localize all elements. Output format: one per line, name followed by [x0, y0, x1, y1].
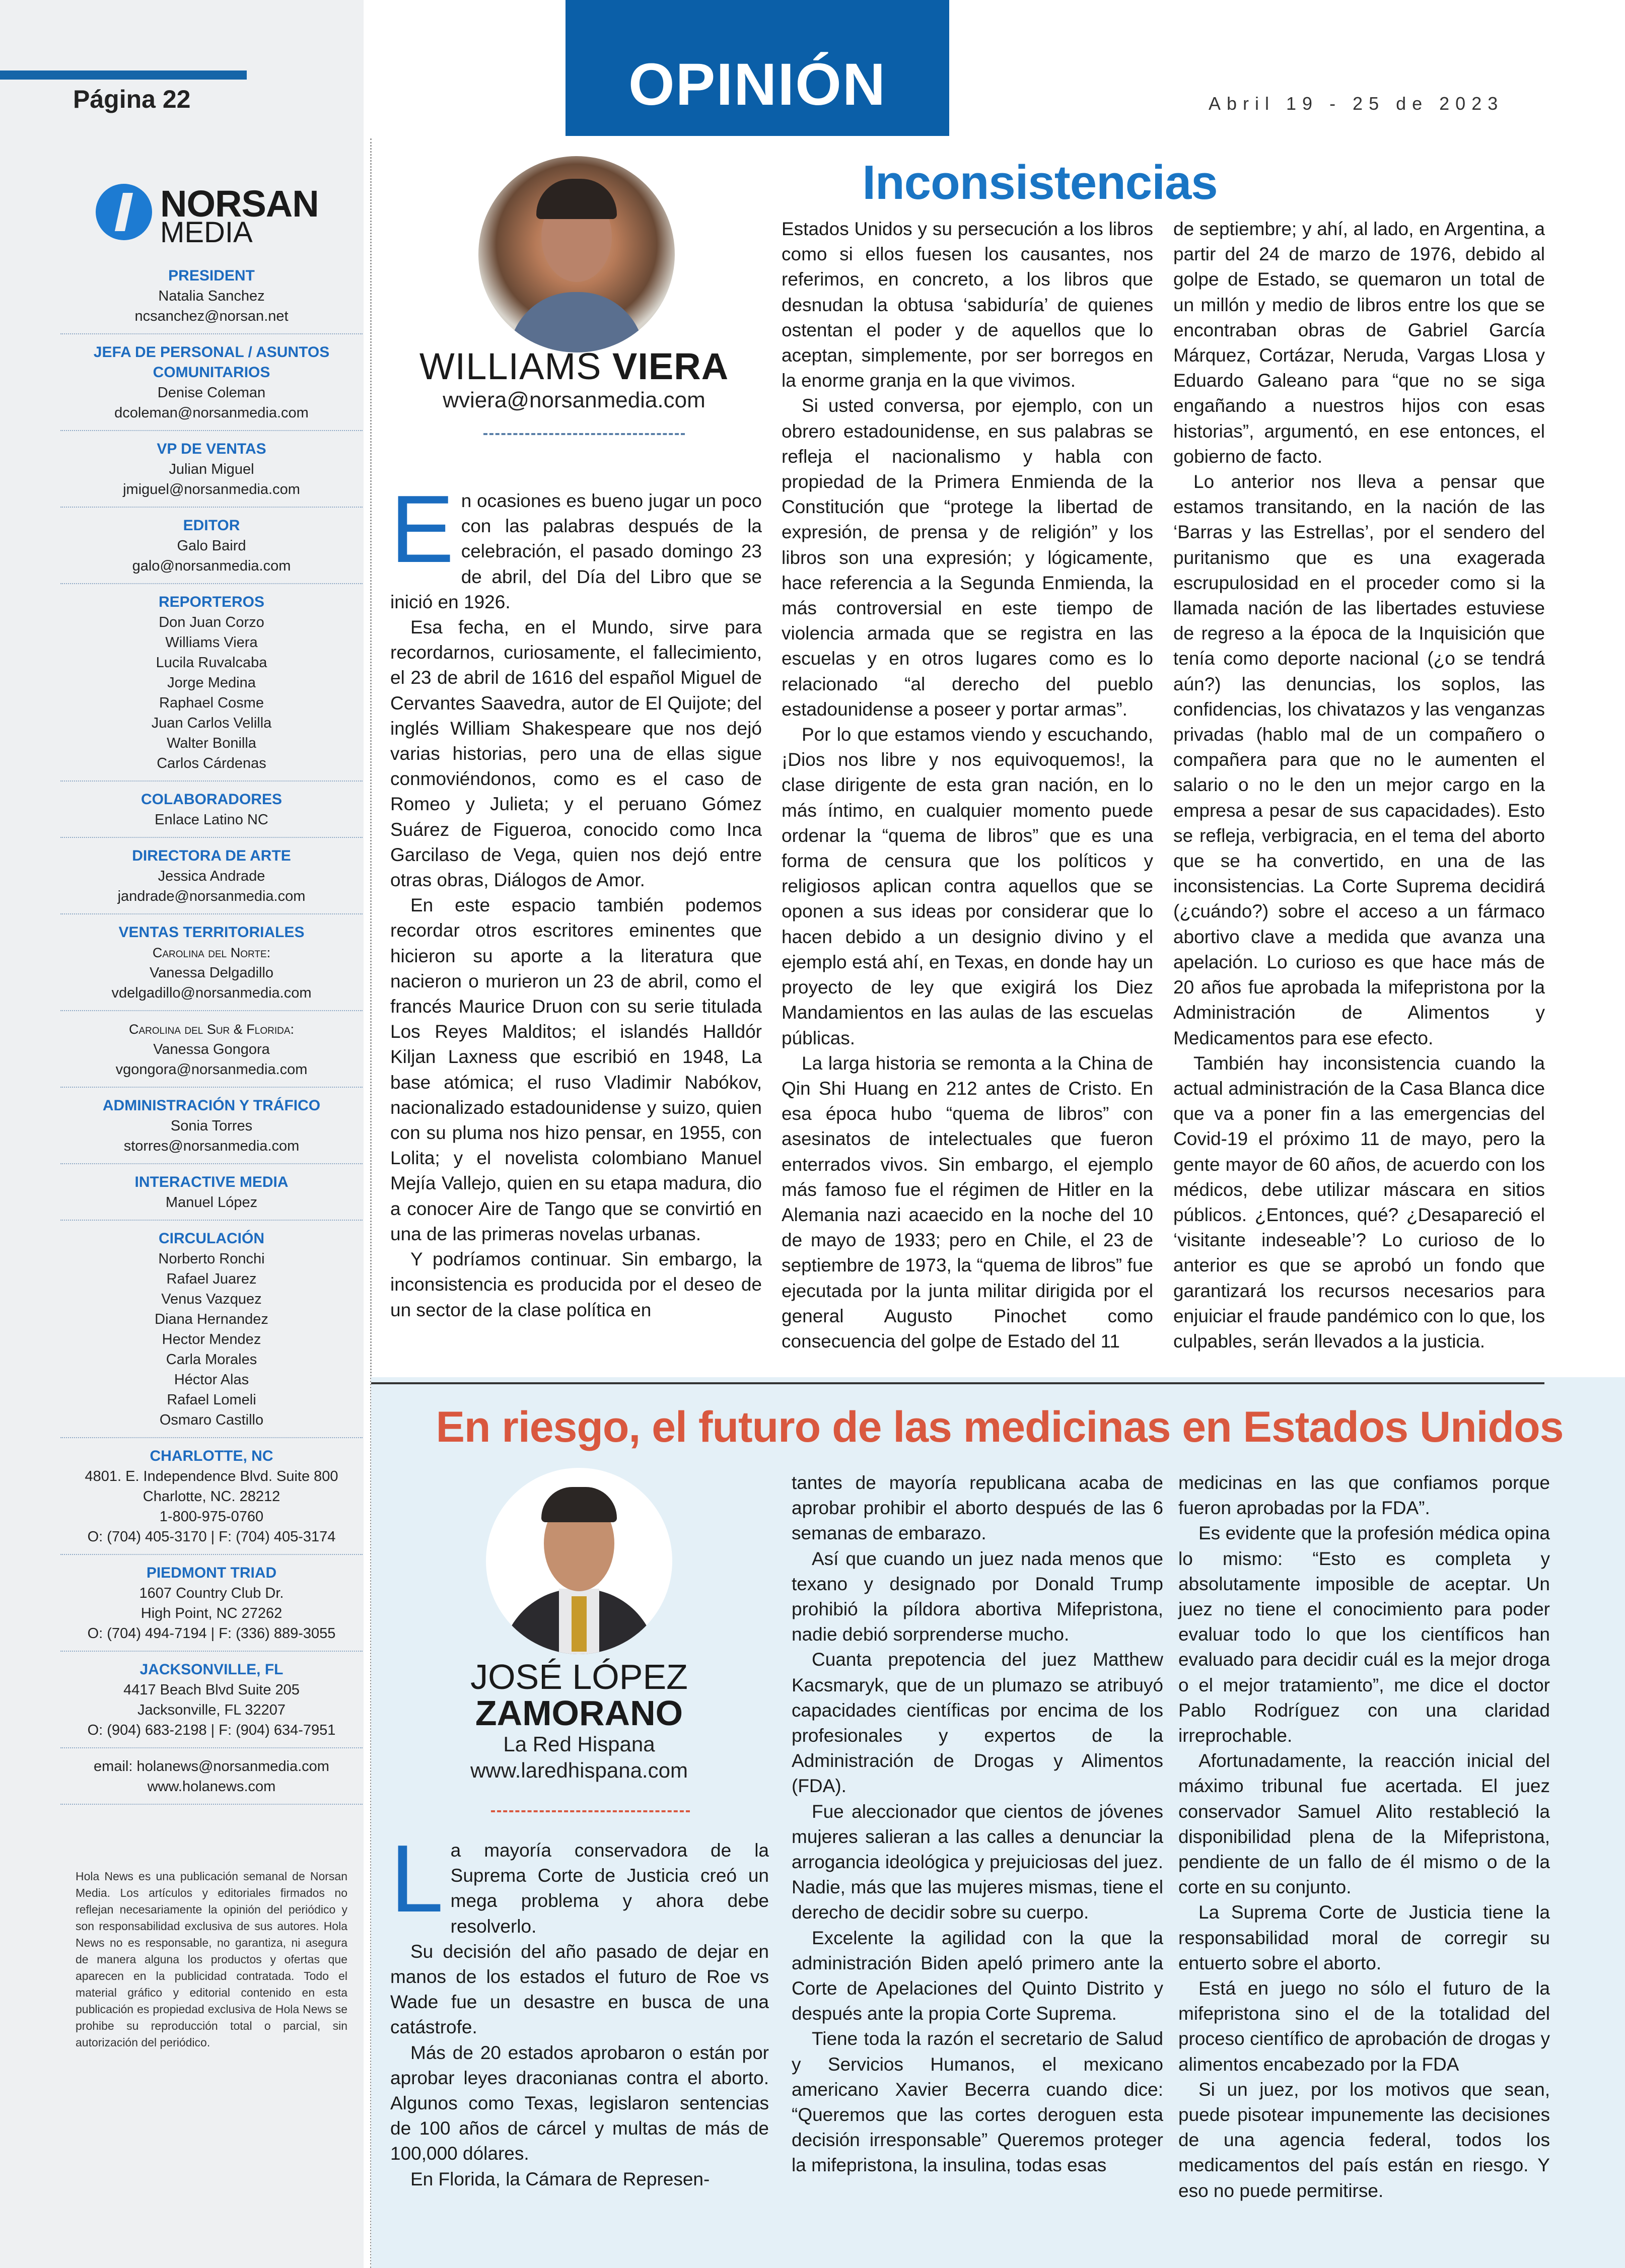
masthead-heading: REPORTEROS: [158, 594, 265, 610]
masthead-block: [60, 1093, 363, 1164]
masthead-line: jmiguel@norsanmedia.com: [123, 481, 300, 498]
masthead-block: [60, 919, 363, 1011]
byline-divider: [491, 1810, 690, 1812]
masthead-block: [60, 263, 363, 334]
masthead-block: [60, 1753, 363, 1805]
paragraph: Fue aleccionador que cientos de jóvenes mujeres salieran a las calles a denunciar la arrogancia ideológica y prejuiciosas del juez. Nadie, más que las mujeres mismas, tiene el derecho de decidir sobre su cuerpo.: [792, 1801, 1163, 1923]
author-website: www.laredhispana.com: [470, 1758, 688, 1782]
masthead-block: [60, 436, 363, 508]
masthead-line: Rafael Juarez: [166, 1271, 257, 1287]
masthead-heading: PIEDMONT TRIAD: [146, 1565, 277, 1581]
masthead-heading: EDITOR: [183, 517, 240, 534]
masthead-line: Julian Miguel: [169, 461, 254, 477]
masthead-line: Juan Carlos Velilla: [151, 715, 272, 731]
paragraph: Si usted conversa, por ejemplo, con un obrero estadounidense, en sus palabras se refleja el nacionalismo y habla con propiedad de la Primera Enmienda de la Constitución que “protege la libertad de expresión, de prensa y de religión” y los libros son una expresión; y lógicamente, hace referencia a la Segunda Enmienda, la más controversial en este tiempo de violencia armada que se registra en las escuelas y en otros lugares como es lo relacionado “al derecho del pueblo estadounidense a poseer y portar armas”.: [782, 395, 1153, 720]
masthead-heading: PRESIDENT: [168, 267, 255, 284]
norsan-logo-icon: [96, 184, 152, 240]
masthead-line: O: (704) 494-7194 | F: (336) 889-3055: [87, 1625, 336, 1642]
masthead-line: www.holanews.com: [147, 1779, 276, 1795]
masthead-heading: CIRCULACIÓN: [159, 1230, 264, 1247]
author-photo: [486, 1468, 672, 1654]
masthead-heading: VENTAS TERRITORIALES: [118, 924, 305, 941]
paragraph: Más de 20 estados aprobaron o están por aprobar leyes draconianas contra el aborto. Algunos como Texas, legislaron sentencias de 100 años de cárcel y multas de más de 100,000 dólares.: [390, 2042, 769, 2164]
paragraph: a mayoría conservadora de la Suprema Corte de Justicia creó un mega problema y ahora debe resolverlo.: [450, 1840, 769, 1937]
masthead-line: Jessica Andrade: [158, 868, 265, 884]
masthead-line: Natalia Sanchez: [158, 288, 265, 304]
paragraph: Lo anterior nos lleva a pensar que estamos transitando, en la nación de las ‘Barras y las Estrellas’, por el sendero del puritanismo que es una exagerada escrupulosidad en el proceder como si la llamada nación de las libertades estuviese de regreso a la época de la Inquisición que tenía como deporte nacional (¿o se tendrá aún?) las denuncias, los soplos, las confidencias, los chivatazos y las venganzas privadas (hablo mal de un compañero o compañera para que no le aumenten el salario o no le den un mejor cargo en la empresa a pesar de sus capacidades). Esto se refleja, verbigracia, en el tema del aborto que se ha convertido, en una de las inconsistencias. La Corte Suprema decidirá (¿cuándo?) sobre el acceso a un fármaco abortivo clave a medida que avanza una apelación. Lo curioso es que hace más de 20 años fue aprobada la mifepristona por la Administración de Alimentos y Medicamentos para ese efecto.: [1173, 471, 1545, 1048]
paragraph: Estados Unidos y su persecución a los libros como si ellos fuesen los causantes, nos referimos, en concreto, a los libros que desnudan la obtusa ‘sabiduría’ de quienes ostentan el poder y de aquellos que lo aceptan, simplemente, por ser borregos en la enorme granja en la que vivimos.: [782, 219, 1153, 391]
masthead-line: storres@norsanmedia.com: [123, 1138, 300, 1154]
masthead-heading: INTERACTIVE MEDIA: [134, 1174, 289, 1190]
paragraph: La Suprema Corte de Justicia tiene la responsabilidad moral de corregir su entuerto sobre el aborto.: [1178, 1902, 1550, 1973]
masthead-line: O: (904) 683-2198 | F: (904) 634-7951: [87, 1722, 336, 1738]
masthead-line: email: holanews@norsanmedia.com: [94, 1758, 329, 1775]
masthead-line: Jorge Medina: [167, 675, 256, 691]
masthead-heading: VP DE VENTAS: [157, 441, 266, 457]
paragraph: de septiembre; y ahí, al lado, en Argentina, a partir del 24 de marzo de 1976, debido al golpe de Estado, se quemaron un total de un millón y medio de libros entre los que se encontraban obras de Gabriel García Márquez, Cortázar, Neruda, Vargas Llosa y Eduardo Galeano para “que no se siga engañando a nuestros hijos con esas historias”, argumentó, en ese entonces, el gobierno de facto.: [1173, 219, 1545, 467]
article-title: Inconsistencias: [862, 156, 1218, 209]
paragraph: Así que cuando un juez nada menos que texano y designado por Donald Trump prohibió la píldora abortiva Mifepristona, nadie debió sorprenderse mucho.: [792, 1548, 1163, 1645]
masthead-line: Vanessa Delgadillo: [149, 965, 274, 981]
masthead-line: vgongora@norsanmedia.com: [115, 1061, 308, 1078]
masthead-line: Hector Mendez: [162, 1331, 261, 1348]
paragraph: tantes de mayoría republicana acaba de aprobar prohibir el aborto después de las 6 semanas de embarazo.: [792, 1472, 1163, 1544]
paragraph: Está en juego no sólo el futuro de la mifepristona sino el de la totalidad del proceso científico de aprobación de drogas y alimentos encabezado por la FDA: [1178, 1978, 1550, 2075]
masthead-heading: CHARLOTTE, NC: [150, 1448, 273, 1464]
masthead-block: [60, 1560, 363, 1652]
author-last-name: VIERA: [612, 345, 729, 387]
masthead-block: [60, 589, 363, 782]
masthead-heading: DIRECTORA DE ARTE: [132, 847, 291, 864]
drop-cap: L: [390, 1825, 444, 1932]
paragraph: Afortunadamente, la reacción inicial del máximo tribunal fue acertada. El juez conservador Samuel Alito restableció la disponibilidad plena de la Mifepristona, pendiente de un fallo de él mismo o de la corte en su conjunto.: [1178, 1750, 1550, 1898]
paragraph: En Florida, la Cámara de Represen-: [410, 2168, 710, 2189]
masthead-line: Rafael Lomeli: [167, 1392, 256, 1408]
paragraph: También hay inconsistencia cuando la actual administración de la Casa Blanca dice que va a poner fin a las emergencias del Covid-19 el próximo 11 de mayo, pero la gente mayor de 60 años, de acuerdo con los médicos, debe utilizar máscara en sitios públicos. ¿Entonces, qué? ¿Desapareció el ‘visitante indeseable’? Lo curioso de lo anterior es que se aprobó un fondo que garantizará los recursos necesarios para enjuiciar el fraude pandémico con lo que, los culpables, serán llevados a la justicia.: [1173, 1052, 1545, 1352]
issue-date: Abril 19 - 25 de 2023: [1209, 93, 1504, 114]
byline-divider: [483, 433, 685, 435]
masthead-line: Venus Vazquez: [161, 1291, 262, 1307]
masthead-block: [60, 1169, 363, 1221]
author-organization: La Red Hispana: [503, 1732, 655, 1756]
masthead-block: [60, 1016, 363, 1088]
article-column-1: [390, 1825, 769, 2251]
masthead-line: galo@norsanmedia.com: [132, 558, 291, 574]
masthead-line: High Point, NC 27262: [140, 1605, 282, 1621]
masthead-line: Walter Bonilla: [167, 735, 256, 751]
drop-cap: E: [390, 476, 454, 583]
masthead-line: Galo Baird: [177, 538, 246, 554]
paragraph: Es evidente que la profesión médica opina lo mismo: “Esto es completa y absolutamente imposible de aceptar. Un juez no tiene el conocimiento para poder evaluar todo lo que los científicos han evaluado para decidir cuál es la mejor droga o el mejor tratamiento”, me dice el doctor Pablo Rodríguez con una claridad irreprochable.: [1178, 1523, 1550, 1746]
article-column-3: [1178, 1470, 1550, 2256]
masthead-line: Norberto Ronchi: [158, 1251, 265, 1267]
masthead-line: Héctor Alas: [174, 1372, 249, 1388]
masthead-line: Don Juan Corzo: [159, 614, 264, 630]
author-photo: [478, 156, 675, 352]
paragraph: medicinas en las que confiamos porque fueron aprobadas por la FDA”.: [1178, 1472, 1550, 1519]
masthead-heading: ADMINISTRACIÓN Y TRÁFICO: [102, 1097, 321, 1114]
masthead-line: 4417 Beach Blvd Suite 205: [123, 1682, 300, 1698]
author-email: wviera@norsanmedia.com: [443, 388, 705, 412]
section-title: OPINIÓN: [628, 51, 887, 118]
masthead-line: Osmaro Castillo: [159, 1412, 264, 1428]
masthead-line: Lucila Ruvalcaba: [156, 655, 267, 671]
masthead-block: [60, 1657, 363, 1748]
paragraph: Por lo que estamos viendo y escuchando, ¡Dios nos libre y nos equivoquemos!, la clase dirigente de esta gran nación, en lo más íntimo, en cualquier momento puede ordenar la “quema de libros” que es una forma de censura que los políticos y religiosos aplican contra aquellos que se oponen a sus ideas por considerar que lo hacen debido a un designio divino y el ejemplo está ahí, en Texas, en donde hay un proyecto de ley que exigirá los Diez Mandamientos en las aulas de las escuelas públicas.: [782, 724, 1153, 1048]
author-name: [398, 345, 750, 388]
masthead-line: 4801. E. Independence Blvd. Suite 800: [85, 1468, 338, 1484]
paragraph: Esa fecha, en el Mundo, sirve para recordarnos, curiosamente, el fallecimiento, el 23 de abril de 1616 del español Miguel de Cervantes Saavedra, autor de El Quijote; del inglés William Shakespeare que nos dejó varias historias, pero una de ellas sigue conmoviéndonos, como es el caso de Romeo y Julieta; y el peruano Gómez Suárez de Figueroa, conocido como Inca Garcilaso de Vega, quien nos dejó entre otras obras, Diálogos de Amor.: [390, 617, 762, 891]
masthead-line: Jacksonville, FL 32207: [137, 1702, 286, 1718]
masthead-line: 1-800-975-0760: [159, 1509, 264, 1525]
paragraph: Y podríamos continuar. Sin embargo, la inconsistencia es producida por el deseo de un sector de la clase política en: [390, 1249, 762, 1320]
masthead-block: [60, 787, 363, 838]
masthead-subheading: Carolina del Norte:: [152, 945, 271, 960]
paragraph: Si un juez, por los motivos que sean, puede pisotear impunemente las decisiones de una agencia federal, todos los medicamentos del país están en riesgo. Y eso no puede permitirse.: [1178, 2079, 1550, 2201]
article-column-1: [390, 476, 762, 1355]
masthead-block: [60, 1226, 363, 1438]
paragraph: Tiene toda la razón el secretario de Salud y Servicios Humanos, el mexicano americano Xavier Becerra cuando dice: “Queremos que las cortes deroguen esta decisión irresponsable” Queremos proteger la mifepristona, la insulina, todas esas: [792, 2028, 1163, 2176]
masthead-line: Denise Coleman: [157, 385, 266, 401]
masthead-line: vdelgadillo@norsanmedia.com: [111, 985, 312, 1001]
masthead-heading: COLABORADORES: [140, 791, 282, 808]
masthead-line: Sonia Torres: [170, 1118, 253, 1134]
article-column-3: [1173, 217, 1545, 1360]
masthead-line: ncsanchez@norsan.net: [134, 308, 289, 324]
masthead-line: O: (704) 405-3170 | F: (704) 405-3174: [87, 1529, 336, 1545]
paragraph: Su decisión del año pasado de dejar en manos de los estados el futuro de Roe vs Wade fue un desastre en busca de una catástrofe.: [390, 1941, 769, 2038]
paragraph: Cuanta prepotencia del juez Matthew Kacsmaryk, que de un plumazo se atribuyó capacidades científicas por encima de los profesionales y expertos de la Administración de Drogas y Alimentos (FDA).: [792, 1649, 1163, 1797]
masthead-subheading: Carolina del Sur & Florida:: [128, 1022, 295, 1037]
masthead-line: Vanessa Gongora: [153, 1041, 270, 1057]
paragraph: Excelente la agilidad con la que la administración Biden apeló primero ante la Corte de Apelaciones del Quinto Distrito y después ante la propia Corte Suprema.: [792, 1927, 1163, 2024]
masthead-line: Carlos Cárdenas: [157, 755, 266, 771]
author-name-first: JOSÉ LÓPEZ: [470, 1657, 688, 1696]
article-column-2: [792, 1470, 1163, 2256]
article-separator: [371, 1382, 1544, 1384]
paragraph: En este espacio también podemos recordar otros escritores eminentes que hicieron su aporte a la literatura que nacieron o murieron un 23 de abril, como el francés Maurice Druon con su serie titulada Los Reyes Malditos; el islandés Halldór Kiljan Laxness que escribió en 1948, La base atómica; el ruso Vladimir Nabókov, nacionalizado estadounidense y suizo, quien con su pluma nos hizo pensar, en 1955, con Lolita; y el novelista colombiano Manuel Mejía Vallejo, quien en su etapa madura, dio a conocer Aire de Tango que se convirtió en una de las primeras novelas urbanas.: [390, 895, 762, 1244]
paragraph: La larga historia se remonta a la China de Qin Shi Huang en 212 antes de Cristo. En esa época hubo “quema de libros” con asesinatos de intelectuales que fueron enterrados vivos. Sin embargo, el ejemplo más famoso fue el régimen de Hitler en la Alemania nazi acaecido en la noche del 10 de mayo de 1933; pero en Chile, el 23 de septiembre de 1973, la “quema de libros” fue ejecutada por la junta militar dirigida por el general Augusto Pinochet como consecuencia del golpe de Estado del 11: [782, 1052, 1153, 1352]
masthead-line: dcoleman@norsanmedia.com: [114, 405, 309, 421]
masthead-line: Charlotte, NC. 28212: [143, 1489, 280, 1505]
masthead-line: 1607 Country Club Dr.: [139, 1585, 284, 1601]
author-name-last: ZAMORANO: [475, 1693, 683, 1733]
publication-disclaimer: Hola News es una publicación semanal de Norsan Media. Los artículos y editoriales firmados no reflejan necesariamente la opinión del periódico y son responsabilidad exclusiva de sus autores. Hola News no es responsable, no garantiza, ni asegura de manera alguna los productos y ofertas que aparecen en la publicidad contratada. Todo el material gráfico y editorial contenido en esta publicación es propiedad exclusiva de Hola News se prohibe su reproducción total o parcial, sin autorización del periódico.: [76, 1870, 347, 2049]
masthead-line: Manuel López: [165, 1194, 258, 1211]
masthead-line: Enlace Latino NC: [155, 812, 268, 828]
masthead-block: [60, 339, 363, 431]
masthead-line: Raphael Cosme: [159, 695, 264, 711]
staff-masthead: [60, 263, 363, 1810]
article-title: En riesgo, el futuro de las medicinas en Estados Unidos: [436, 1403, 1564, 1451]
masthead-line: jandrade@norsanmedia.com: [117, 888, 306, 904]
page-number: Página 22: [73, 85, 191, 113]
author-first-name: WILLIAMS: [419, 345, 613, 387]
sidebar-accent-bar: [0, 70, 247, 80]
masthead-heading: JACKSONVILLE, FL: [139, 1661, 284, 1678]
logo-wordmark-top: NORSAN: [160, 183, 319, 225]
paragraph: n ocasiones es bueno jugar un poco con las palabras después de la celebración, el pasado domingo 23 de abril, del Día del Libro que se inició en 1926.: [390, 490, 762, 612]
masthead-line: Diana Hernandez: [155, 1311, 268, 1327]
article-column-2: [782, 217, 1153, 1360]
masthead-line: Carla Morales: [166, 1352, 257, 1368]
logo-wordmark-bottom: MEDIA: [160, 216, 253, 249]
masthead-block: [60, 843, 363, 914]
masthead-block: [60, 1443, 363, 1555]
masthead-block: [60, 513, 363, 584]
masthead-heading: JEFA DE PERSONAL / ASUNTOS COMUNITARIOS: [93, 344, 330, 381]
masthead-line: Williams Viera: [165, 634, 258, 651]
